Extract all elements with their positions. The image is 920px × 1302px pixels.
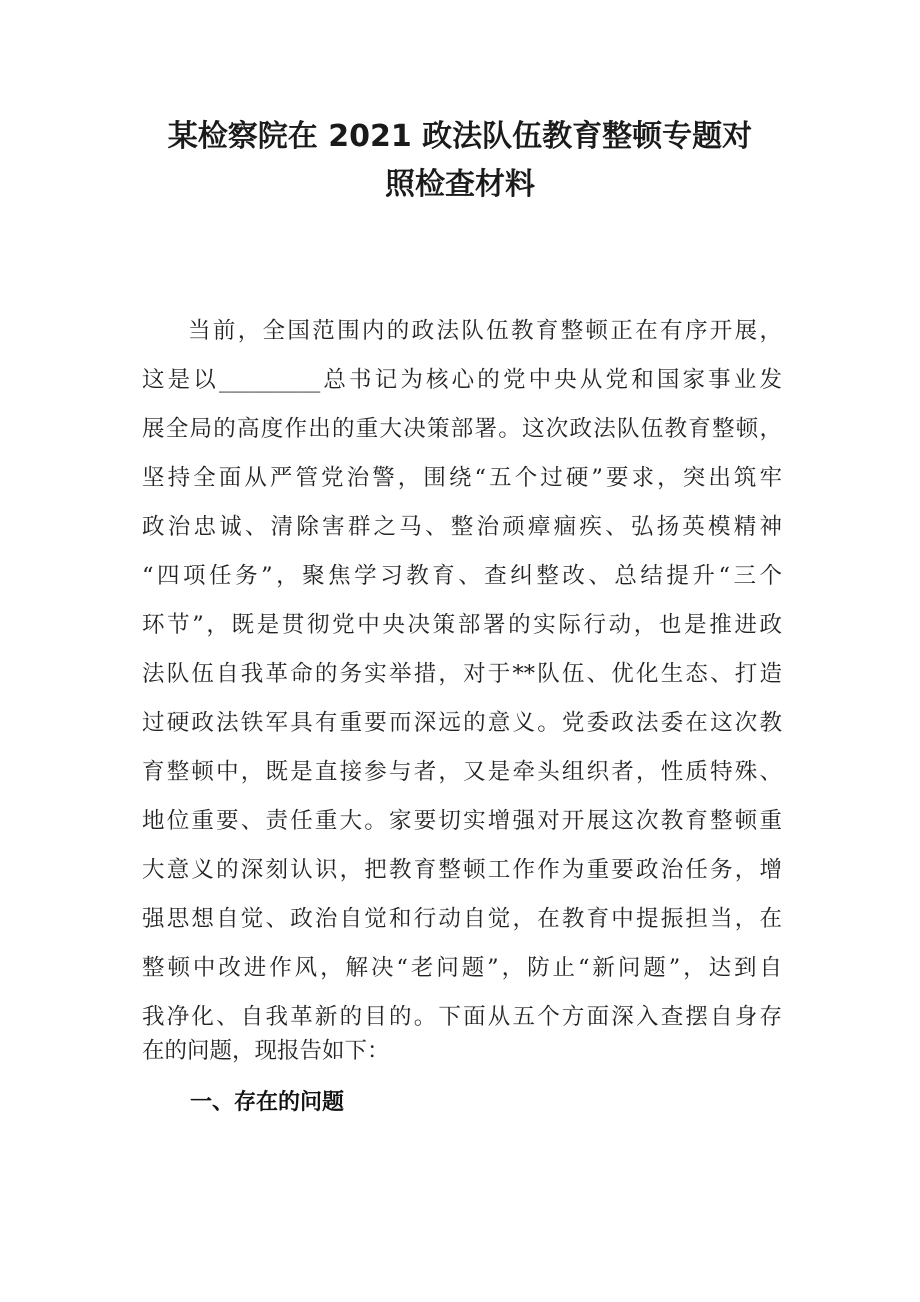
paragraph-line: 过硬政法铁军具有重要而深远的意义。党委政法委在这次教 <box>142 710 782 736</box>
paragraph-line: 坚持全面从严管党治警，围绕“五个过硬”要求，突出筑牢 <box>142 465 782 491</box>
document-title-line-1: 某检察院在 2021 政法队伍教育整顿专题对 <box>167 119 753 154</box>
paragraph-line: “四项任务”，聚焦学习教育、查纠整改、总结提升“三个 <box>142 563 782 589</box>
paragraph-line: 环节”，既是贯彻党中央决策部署的实际行动，也是推进政 <box>142 612 782 638</box>
paragraph-line: 当前，全国范围内的政法队伍教育整顿正在有序开展， <box>188 318 782 344</box>
section-heading: 一、存在的问题 <box>190 1090 345 1115</box>
paragraph-line: 育整顿中，既是直接参与者，又是牵头组织者，性质特殊、 <box>142 759 782 785</box>
paragraph-line: 我净化、自我革新的目的。下面从五个方面深入查摆自身存 <box>142 1004 782 1030</box>
paragraph-line: 整顿中改进作风，解决“老问题”，防止“新问题”，达到自 <box>142 955 782 981</box>
paragraph-line: 这是以_________总书记为核心的党中央从党和国家事业发 <box>142 367 782 393</box>
paragraph-line: 大意义的深刻认识，把教育整顿工作作为重要政治任务，增 <box>142 857 782 883</box>
paragraph-line: 强思想自觉、政治自觉和行动自觉，在教育中提振担当，在 <box>142 906 782 932</box>
paragraph-line: 法队伍自我革命的务实举措，对于**队伍、优化生态、打造 <box>142 661 782 687</box>
paragraph-line: 在的问题，现报告如下： <box>142 1038 390 1064</box>
paragraph-line: 展全局的高度作出的重大决策部署。这次政法队伍教育整顿， <box>142 416 782 442</box>
document-title-line-2: 照检查材料 <box>385 167 535 202</box>
paragraph-line: 地位重要、责任重大。家要切实增强对开展这次教育整顿重 <box>142 808 782 834</box>
paragraph-line: 政治忠诚、清除害群之马、整治顽瘴痼疾、弘扬英模精神 <box>142 514 782 540</box>
